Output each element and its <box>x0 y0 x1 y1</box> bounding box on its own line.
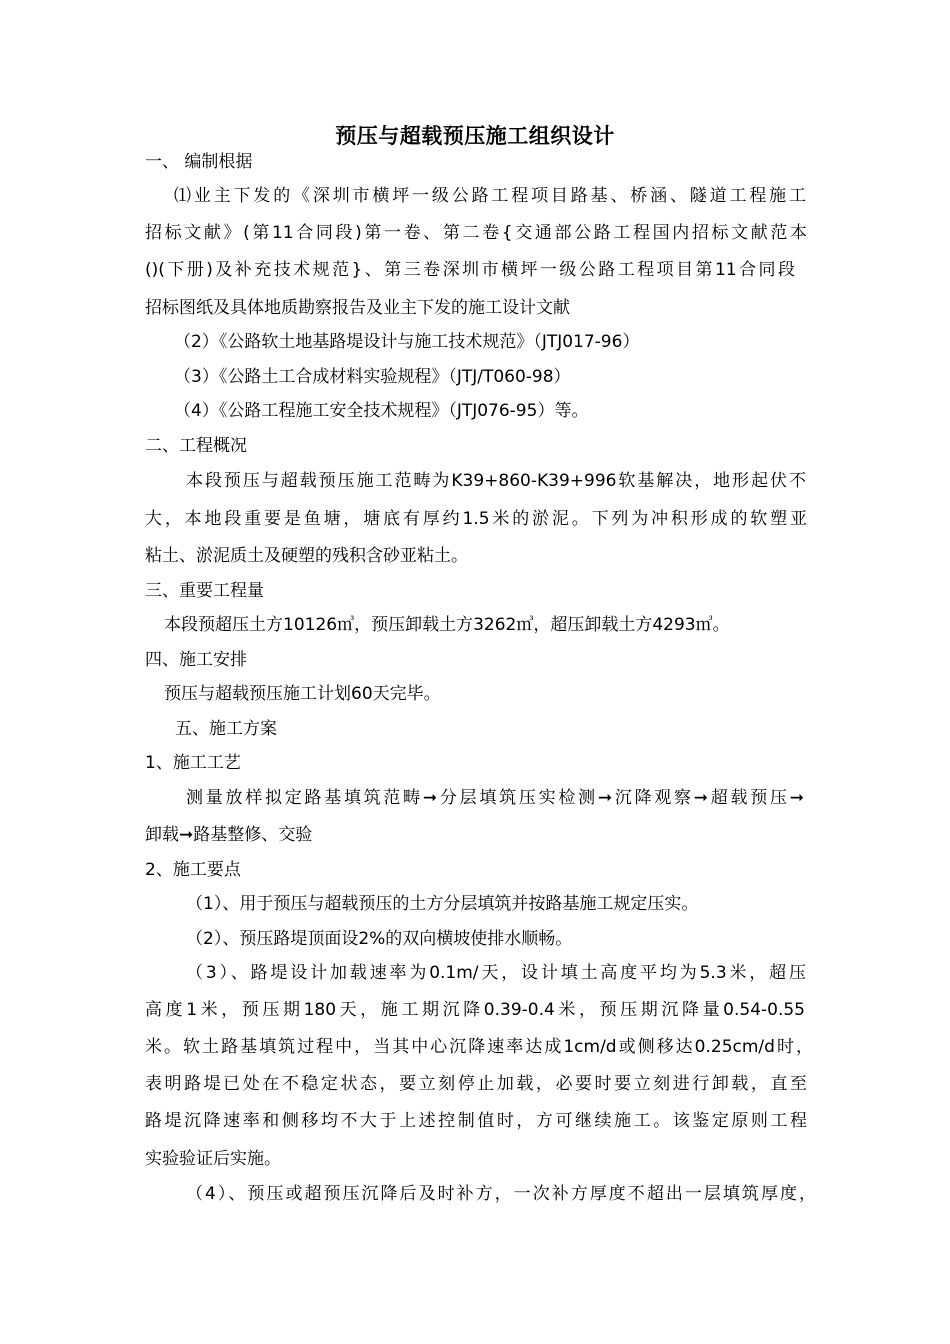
paragraph-line: 招标文献》(第11合同段)第一卷、第二卷{交通部公路工程国内招标文献范本 <box>145 223 807 243</box>
paragraph-line: 米。软土路基填筑过程中，当其中心沉降速率达成1cm/d或侧移达0.25cm/d时， <box>145 1037 813 1057</box>
paragraph-line: 测量放样拟定路基填筑范畴➞分层填筑压实检测➞沉降观察➞超载预压➞ <box>186 788 804 808</box>
paragraph-line: 实验验证后实施。 <box>145 1149 281 1169</box>
reference-item: （2）《公路软土地基路堤设计与施工技术规范》（JTJ017-96） <box>174 332 640 352</box>
paragraph-line: （2）、预压路堤顶面设2%的双向横坡使排水顺畅。 <box>186 929 573 949</box>
paragraph-line: 卸载➞路基整修、交验 <box>145 825 313 845</box>
paragraph-line: 大，本地段重要是鱼塘，塘底有厚约1.5米的淤泥。下列为冲积形成的软塑亚 <box>145 509 807 529</box>
paragraph-line: 表明路堤已处在不稳定状态，要立刻停止加载，必要时要立刻进行卸载，直至 <box>145 1074 807 1094</box>
reference-item: （4）《公路工程施工安全技术规程》（JTJ076-95）等。 <box>174 401 589 421</box>
subsection-heading: 2、施工要点 <box>145 860 241 880</box>
section-heading-overview: 二、工程概况 <box>145 436 247 456</box>
section-heading-basis: 一、 编制根据 <box>145 152 253 172</box>
paragraph-line: （3）、路堤设计加载速率为0.1m/天，设计填土高度平均为5.3米，超压 <box>186 963 806 983</box>
document-title: 预压与超载预压施工组织设计 <box>335 124 615 148</box>
paragraph-line: 预压与超载预压施工计划60天完毕。 <box>164 684 441 704</box>
paragraph-line: ⑴业主下发的《深圳市横坪一级公路工程项目路基、桥涵、隧道工程施工 <box>174 186 806 206</box>
paragraph-line: ()(下册)及补充技术规范}、第三卷深圳市横坪一级公路工程项目第11合同段 <box>145 260 795 280</box>
paragraph-line: 招标图纸及具体地质勘察报告及业主下发的施工设计文献 <box>145 298 570 318</box>
reference-item: （3）《公路土工合成材料实验规程》（JTJ/T060-98） <box>174 367 571 387</box>
paragraph-line: （4）、预压或超预压沉降后及时补方，一次补方厚度不超出一层填筑厚度， <box>186 1184 816 1204</box>
paragraph-line: 本段预压与超载预压施工范畴为K39+860-K39+996软基解决，地形起伏不 <box>186 471 806 491</box>
section-heading-plan: 五、施工方案 <box>175 719 277 739</box>
paragraph-line: 高度1米，预压期180天，施工期沉降0.39-0.4米，预压期沉降量0.54-0.55 <box>145 1000 805 1020</box>
paragraph-line: 本段预超压土方10126㎥，预压卸载土方3262㎥，超压卸载土方4293㎥。 <box>164 615 730 635</box>
subsection-heading: 1、施工工艺 <box>145 753 241 773</box>
section-heading-schedule: 四、施工安排 <box>145 650 247 670</box>
paragraph-line: 粘土、淤泥质土及硬塑的残积含砂亚粘土。 <box>145 546 468 566</box>
paragraph-line: 路堤沉降速率和侧移均不大于上述控制值时，方可继续施工。该鉴定原则工程 <box>145 1111 807 1131</box>
paragraph-line: （1）、用于预压与超载预压的土方分层填筑并按路基施工规定压实。 <box>186 894 699 914</box>
section-heading-quantities: 三、重要工程量 <box>145 581 264 601</box>
